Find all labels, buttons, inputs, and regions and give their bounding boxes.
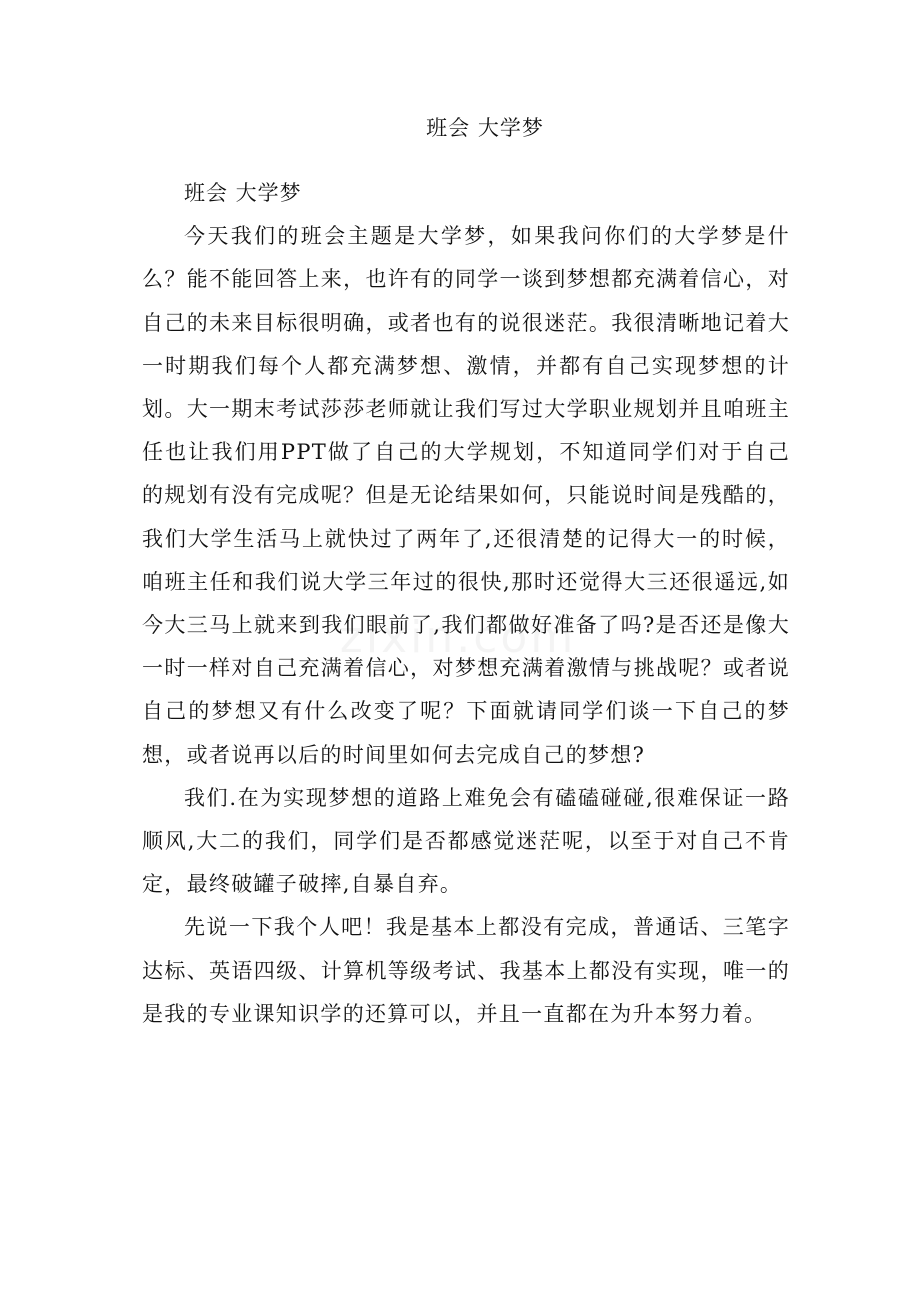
paragraph-intro: 今天我们的班会主题是大学梦，如果我问你们的大学梦是什么？能不能回答上来，也许有的同学一谈到梦想都充满着信心，对自己的未来目标很明确，或者也有的说很迷茫。我很清晰地记着大一时期我们每个人都充满梦想、激情，并都有自己实现梦想的计划。大一期末考试莎莎老师就让我们写过大学职业规划并且咱班主任也让我们用PPT做了自己的大学规划，不知道同学们对于自己的规划有没有完成呢？但是无论结果如何，只能说时间是残酷的，我们大学生活马上就快过了两年了,还很清楚的记得大一的时候，咱班主任和我们说大学三年过的很快,那时还觉得大三还很遥远,如今大三马上就来到我们眼前了,我们都做好准备了吗?是否还是像大一时一样对自己充满着信心，对梦想充满着激情与挑战呢？或者说自己的梦想又有什么改变了呢？下面就请同学们谈一下自己的梦想，或者说再以后的时间里如何去完成自己的梦想? (142, 224, 790, 767)
paragraph-obstacles: 我们.在为实现梦想的道路上难免会有磕磕碰碰,很难保证一路顺风,大二的我们，同学们是否都感觉迷茫呢，以至于对自己不肯定，最终破罐子破摔,自暴自弃。 (142, 785, 790, 897)
paragraph-personal: 先说一下我个人吧！我是基本上都没有完成，普通话、三笔字达标、英语四级、计算机等级考试、我基本上都没有实现，唯一的是我的专业课知识学的还算可以，并且一直都在为升本努力着。 (142, 915, 790, 1026)
subtitle-paragraph: 班会 大学梦 (184, 181, 302, 205)
document-title: 班会 大学梦 (426, 116, 544, 140)
document-body (142, 172, 790, 1036)
